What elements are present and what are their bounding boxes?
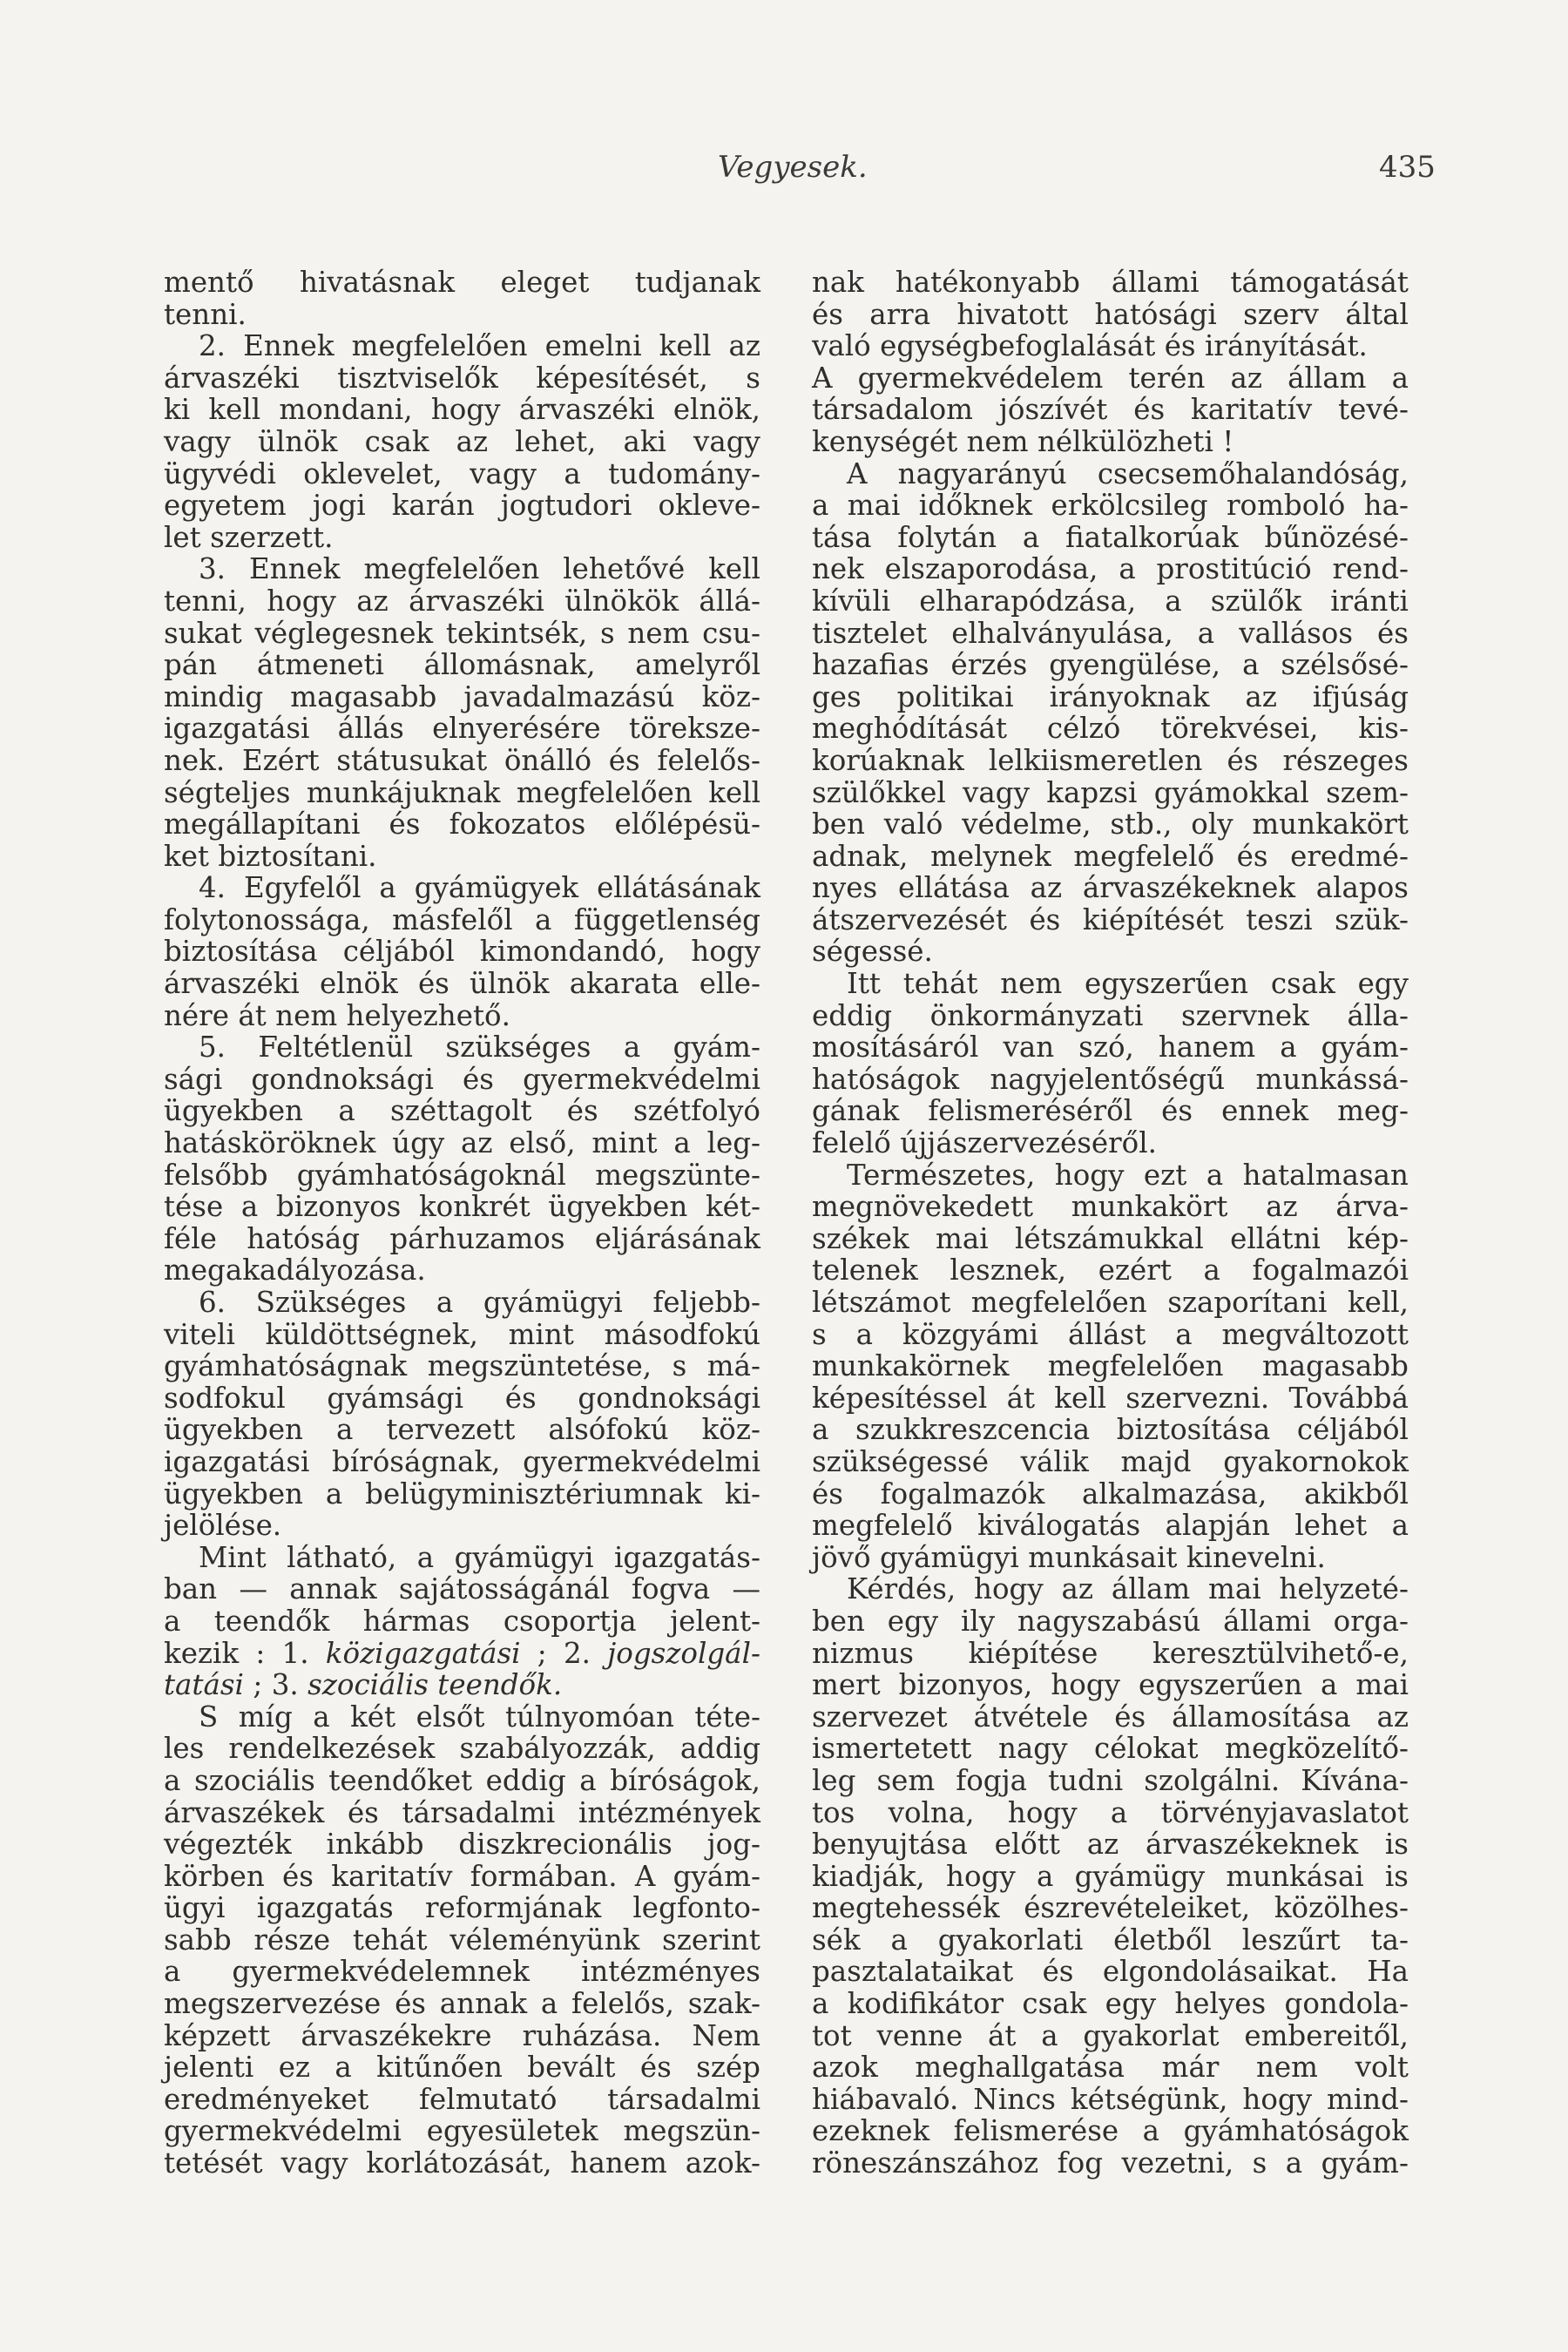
text-line: biztosítása céljából kimondandó, hogy bbox=[164, 935, 760, 969]
text-line: ges politikai irányoknak az ifjúság bbox=[812, 679, 1409, 713]
text-line: hazafias érzés gyengülése, a szélsősé- bbox=[812, 648, 1409, 682]
text-line: gának felismeréséről és ennek meg- bbox=[812, 1094, 1409, 1128]
text-line: pán átmeneti állomásnak, amelyről bbox=[164, 648, 760, 682]
text-line: megfelelő kiválogatás alapján lehet a bbox=[812, 1509, 1409, 1543]
text-line: jövő gyámügyi munkásait kinevelni. bbox=[812, 1540, 1326, 1574]
text-line: ügyekben a tervezett alsófokú köz- bbox=[164, 1413, 760, 1447]
text-line: 4. Egyfelől a gyámügyek ellátásának bbox=[199, 871, 760, 905]
text-line: pasztalataikat és elgondolásaikat. Ha bbox=[812, 1955, 1409, 1989]
text-line: féle hatóság párhuzamos eljárásának bbox=[164, 1221, 760, 1255]
text-line: korúaknak lelkiismeretlen és részeges bbox=[812, 743, 1409, 777]
text-line: mert bizonyos, hogy egyszerűen a mai bbox=[812, 1668, 1409, 1702]
text-line: sági gondnoksági és gyermekvédelmi bbox=[164, 1062, 760, 1096]
text-line: megnövekedett munkakört az árva- bbox=[812, 1190, 1409, 1224]
text-line: ségteljes munkájuknak megfelelően kell bbox=[164, 775, 760, 809]
text-line: hatóságok nagyjelentőségű munkássá- bbox=[812, 1062, 1409, 1096]
text-line: viteli küldöttségnek, mint másodfokú bbox=[164, 1317, 760, 1351]
text-line: 2. Ennek megfelelően emelni kell az bbox=[199, 329, 760, 363]
text-line: képzett árvaszékekre ruházása. Nem bbox=[164, 2018, 760, 2052]
text-line: tenni, hogy az árvaszéki ülnökök állá- bbox=[164, 584, 760, 618]
text-line: 5. Feltétlenül szükséges a gyám- bbox=[199, 1031, 760, 1064]
text-line: adnak, melynek megfelelő és eredmé- bbox=[812, 839, 1409, 873]
text-line: nyes ellátása az árvaszékeknek alapos bbox=[812, 871, 1409, 905]
text-line: tenni. bbox=[164, 297, 247, 331]
text-line: ki kell mondani, hogy árvaszéki elnök, bbox=[164, 393, 760, 427]
text-line: létszámot megfelelően szaporítani kell, bbox=[812, 1286, 1409, 1319]
text-line: sék a gyakorlati életből leszűrt ta- bbox=[812, 1923, 1409, 1957]
text-line: nizmus kiépítése keresztülvihető-e, bbox=[812, 1636, 1409, 1670]
text-line: szükségessé válik majd gyakornokok bbox=[812, 1444, 1409, 1478]
text-line: nére át nem helyezhető. bbox=[164, 998, 510, 1032]
text-line: a szociális teendőket eddig a bíróságok, bbox=[164, 1763, 760, 1797]
page-number: 435 bbox=[1379, 150, 1436, 185]
text-line: a gyermekvédelemnek intézményes bbox=[164, 1955, 760, 1989]
text-line: röneszánszához fog vezetni, s a gyám- bbox=[812, 2146, 1409, 2180]
text-line: jelölése. bbox=[164, 1509, 282, 1543]
text-line: les rendelkezések szabályozzák, addig bbox=[164, 1732, 760, 1766]
text-line: ezeknek felismerése a gyámhatóságok bbox=[812, 2114, 1409, 2148]
text-line: a kodifikátor csak egy helyes gondola- bbox=[812, 1987, 1409, 2021]
text-line: s a közgyámi állást a megváltozott bbox=[812, 1317, 1409, 1351]
text-line: Itt tehát nem egyszerűen csak egy bbox=[847, 967, 1409, 1001]
text-line: tése a bizonyos konkrét ügyekben két- bbox=[164, 1190, 760, 1224]
text-line: szervezet átvétele és államosítása az bbox=[812, 1700, 1409, 1734]
text-line: megállapítani és fokozatos előlépésü- bbox=[164, 808, 760, 841]
text-line: A gyermekvédelem terén az állam a bbox=[812, 361, 1409, 395]
text-line: tása folytán a fiatalkorúak bűnözésé- bbox=[812, 520, 1409, 554]
text-line: nak hatékonyabb állami támogatását bbox=[812, 266, 1409, 299]
text-line: ügyi igazgatás reformjának legfonto- bbox=[164, 1891, 760, 1925]
text-line: átszervezését és kiépítését teszi szük- bbox=[812, 902, 1409, 936]
text-line: mindig magasabb javadalmazású köz- bbox=[164, 679, 760, 713]
text-line: végezték inkább diszkrecionális jog- bbox=[164, 1828, 760, 1862]
text-line: ben való védelme, stb., oly munkakört bbox=[812, 808, 1409, 841]
text-line: sabb része tehát véleményünk szerint bbox=[164, 1923, 760, 1957]
text-line: ismertetett nagy célokat megközelítő- bbox=[812, 1732, 1409, 1766]
text-line: tetését vagy korlátozását, hanem azok- bbox=[164, 2146, 760, 2180]
text-line: a teendők hármas csoportja jelent- bbox=[164, 1604, 760, 1638]
text-line: körben és karitatív formában. A gyám- bbox=[164, 1859, 760, 1893]
text-line: igazgatási bíróságnak, gyermekvédelmi bbox=[164, 1444, 760, 1478]
text-line: mentő hivatásnak eleget tudjanak bbox=[164, 266, 760, 299]
text-line: felelő újjászervezéséről. bbox=[812, 1126, 1157, 1160]
text-line: és arra hivatott hatósági szerv által bbox=[812, 297, 1409, 331]
text-line: jelenti ez a kitűnően bevált és szép bbox=[164, 2051, 760, 2085]
text-line: tot venne át a gyakorlat embereitől, bbox=[812, 2018, 1409, 2052]
text-line: megakadályozása. bbox=[164, 1254, 426, 1288]
text-line: azok meghallgatása már nem volt bbox=[812, 2051, 1409, 2085]
text-line: a szukkreszcencia biztosítása céljából bbox=[812, 1413, 1409, 1447]
text-line: sukat véglegesnek tekintsék, s nem csu- bbox=[164, 616, 760, 650]
text-line: igazgatási állás elnyerésére törekszе- bbox=[164, 712, 760, 746]
text-line: 6. Szükséges a gyámügyi feljebb- bbox=[199, 1286, 760, 1319]
left-column bbox=[164, 267, 760, 2180]
text-line: telenek lesznek, ezért a fogalmazói bbox=[812, 1254, 1409, 1288]
text-line: tos volna, hogy a törvényjavaslatot bbox=[812, 1795, 1409, 1829]
running-header-title: Vegyesek. bbox=[718, 150, 868, 185]
text-line: mosításáról van szó, hanem a gyám- bbox=[812, 1031, 1409, 1064]
text-line: ket biztosítani. bbox=[164, 839, 377, 873]
text-line: székek mai létszámukkal ellátni kép- bbox=[812, 1221, 1409, 1255]
text-line: való egységbefoglalását és irányítását. bbox=[812, 329, 1368, 363]
right-column bbox=[812, 267, 1409, 2180]
text-line: 3. Ennek megfelelően lehetővé kell bbox=[199, 552, 760, 586]
text-line: tisztelet elhalványulása, a vallásos és bbox=[812, 616, 1409, 650]
text-line: benyujtása előtt az árvaszékeknek is bbox=[812, 1828, 1409, 1862]
text-line: Kérdés, hogy az állam mai helyzeté- bbox=[847, 1572, 1409, 1606]
text-line: képesítéssel át kell szervezni. Továbbá bbox=[812, 1381, 1409, 1415]
text-line: gyermekvédelmi egyesületek megszün- bbox=[164, 2114, 760, 2148]
text-line: társadalom jószívét és karitatív tevé- bbox=[812, 393, 1409, 427]
text-line: hiábavaló. Nincs kétségünk, hogy mind- bbox=[812, 2082, 1409, 2116]
text-line: kezik : 1. közigazgatási ; 2. jogszolgál- bbox=[164, 1636, 760, 1670]
text-line: felsőbb gyámhatóságoknál megszünte- bbox=[164, 1158, 760, 1192]
text-line: leg sem fogja tudni szolgálni. Kívána- bbox=[812, 1763, 1409, 1797]
text-line: egyetem jogi karán jogtudori okleve- bbox=[164, 489, 760, 523]
text-line: Mint látható, a gyámügyi igazgatás- bbox=[199, 1540, 760, 1574]
text-line: meghódítását célzó törekvései, kis- bbox=[812, 712, 1409, 746]
text-line: A nagyarányú csecsemőhalandóság, bbox=[847, 456, 1409, 490]
text-line: ügyekben a belügyminisztériumnak ki- bbox=[164, 1477, 760, 1511]
text-line: gyámhatóságnak megszüntetése, s má- bbox=[164, 1349, 760, 1383]
text-line: vagy ülnök csak az lehet, aki vagy bbox=[164, 424, 760, 458]
text-line: munkakörnek megfelelően magasabb bbox=[812, 1349, 1409, 1383]
text-line: megszervezése és annak a felelős, szak- bbox=[164, 1987, 760, 2021]
text-line: és fogalmazók alkalmazása, akikből bbox=[812, 1477, 1409, 1511]
text-line: ben egy ily nagyszabású állami orga- bbox=[812, 1604, 1409, 1638]
text-line: kenységét nem nélkülözheti ! bbox=[812, 424, 1234, 458]
text-line: ban — annak sajátosságánál fogva — bbox=[164, 1572, 760, 1606]
text-line: szülőkkel vagy kapzsi gyámokkal szem- bbox=[812, 775, 1409, 809]
text-line: ügyvédi oklevelet, vagy a tudomány- bbox=[164, 456, 760, 490]
text-line: sodfokul gyámsági és gondnoksági bbox=[164, 1381, 760, 1415]
text-line: kiadják, hogy a gyámügy munkásai is bbox=[812, 1859, 1409, 1893]
text-line: ügyekben a széttagolt és szétfolyó bbox=[164, 1094, 760, 1128]
text-line: megtehessék észrevételeiket, közölhes- bbox=[812, 1891, 1409, 1925]
text-line: eddig önkormányzati szervnek álla- bbox=[812, 998, 1409, 1032]
text-line: nek. Ezért státusukat önálló és felelős- bbox=[164, 743, 760, 777]
text-line: árvaszéki elnök és ülnök akarata elle- bbox=[164, 967, 760, 1001]
text-line: árvaszéki tisztviselők képesítését, s bbox=[164, 361, 760, 395]
text-line: tatási ; 3. szociális teendők. bbox=[164, 1668, 563, 1702]
text-line: eredményeket felmutató társadalmi bbox=[164, 2082, 760, 2116]
text-line: hatásköröknek úgy az első, mint a leg- bbox=[164, 1126, 760, 1160]
text-line: kívüli elharapódzása, a szülők iránti bbox=[812, 584, 1409, 618]
text-line: a mai időknek erkölcsileg romboló ha- bbox=[812, 489, 1409, 523]
text-line: ségessé. bbox=[812, 935, 933, 969]
text-line: nek elszaporodása, a prostitúció rend- bbox=[812, 552, 1409, 586]
text-line: Természetes, hogy ezt a hatalmasan bbox=[847, 1158, 1409, 1192]
text-line: S míg a két elsőt túlnyomóan téte- bbox=[199, 1700, 760, 1734]
text-line: folytonossága, másfelől a függetlenség bbox=[164, 902, 760, 936]
text-line: let szerzett. bbox=[164, 520, 334, 554]
text-line: árvaszékek és társadalmi intézmények bbox=[164, 1795, 760, 1829]
